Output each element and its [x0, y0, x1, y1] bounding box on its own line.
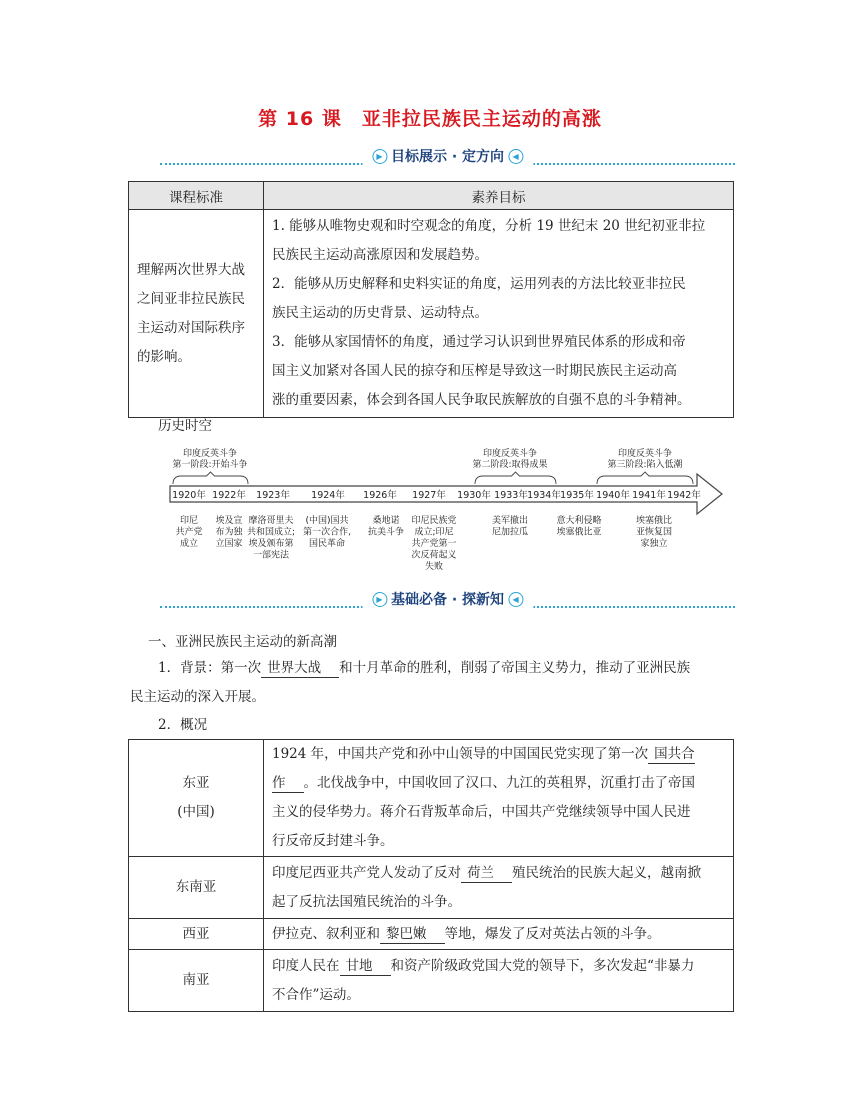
timeline-event: 次反荷起义 [411, 550, 457, 561]
phase-label: 印度反英斗争 [182, 449, 238, 459]
timeline-event: 意大利侵略 [556, 516, 602, 526]
overview-table [128, 739, 734, 1012]
timeline-event: 摩洛哥里夫 [248, 516, 294, 526]
timeline-event: 成立;印尼 [414, 527, 454, 538]
blank-answer: 国共合 [648, 745, 695, 764]
left-arrow-icon: ◀ [508, 592, 523, 607]
table-row [129, 919, 734, 950]
standard-cell: 理解两次世界大战 之间亚非拉民族民 主运动对国际秩序 的影响。 [129, 210, 264, 418]
timeline-year: 1923年 [256, 490, 290, 501]
blank-answer: 作 [272, 774, 304, 793]
phase-bracket [597, 472, 693, 484]
timeline-year: 1940年 [596, 490, 630, 501]
table-row [129, 740, 734, 857]
right-arrow-icon: ▶ [372, 592, 387, 607]
phase-bracket [173, 472, 248, 484]
phase-label: 第三阶段:陷入低潮 [607, 460, 683, 470]
blank-answer: 荷兰 [461, 864, 512, 883]
timeline-year: 1941年 [632, 490, 666, 501]
blank-answer: 黎巴嫩 [380, 925, 445, 944]
timeline-event: 埃及颁布第 [248, 539, 294, 549]
timeline-event: 埃塞俄比 [635, 516, 673, 526]
description-cell: 印度人民在 甘地 和资产阶级政党国大党的领导下，多次发起“非暴力 不合作”运动。 [264, 950, 734, 1012]
header-goals: 素养目标 [264, 182, 734, 210]
timeline-event: 共产党 [175, 527, 203, 538]
background-paragraph-cont: 民主运动的深入开展。 [130, 689, 265, 705]
section-banner-basics [160, 589, 735, 611]
timeline-heading: 历史时空 [158, 418, 212, 434]
timeline-event: 共产党第一 [411, 539, 457, 549]
timeline-event: 印尼民族党 [411, 516, 457, 526]
table-row [129, 857, 734, 919]
table-row [129, 950, 734, 1012]
timeline-event: 共和国成立; [246, 527, 296, 538]
timeline-event: 桑地诺 [372, 516, 400, 526]
timeline-event: 尼加拉瓜 [491, 527, 529, 538]
phase-label: 印度反英斗争 [482, 449, 538, 459]
timeline-event: 美军撤出 [491, 516, 529, 526]
timeline-event: 家独立 [640, 539, 668, 549]
timeline-event: 立国家 [215, 539, 243, 549]
timeline-year: 1922年 [212, 490, 246, 501]
phase-label: 第一阶段:开始斗争 [172, 460, 248, 470]
description-cell: 1924 年，中国共产党和孙中山领导的中国国民党实现了第一次 国共合 作 。北伐战争中，中国收回了汉口、九江的英租界，沉重打击了帝国 主义的侵华势力。蒋介石背叛革命后，中国共产党继续领导中国人民进 行反帝反封建斗争。 [264, 740, 734, 857]
timeline-event: 埃塞俄比亚 [556, 527, 602, 538]
blank-answer: 世界大战 [261, 659, 339, 678]
phase-bracket [475, 472, 556, 484]
region-cell: 西亚 [129, 919, 264, 950]
timeline-event: 失败 [424, 562, 444, 572]
banner-label: 目标展示 · 定方向 [390, 149, 505, 165]
timeline-event: 第一次合作, [303, 527, 351, 538]
left-arrow-icon: ◀ [508, 149, 523, 164]
timeline-event: 布为独 [215, 527, 243, 538]
timeline-event: 亚恢复国 [635, 527, 673, 538]
timeline-year: 1926年 [363, 490, 397, 501]
description-cell: 伊拉克、叙利亚和 黎巴嫩 等地，爆发了反对英法占领的斗争。 [264, 919, 734, 950]
region-cell: 东南亚 [129, 857, 264, 919]
timeline-event: 抗美斗争 [367, 527, 405, 538]
right-arrow-icon: ▶ [372, 149, 387, 164]
timeline-year: 1942年 [667, 490, 701, 501]
banner-label: 基础必备 · 探新知 [390, 592, 505, 608]
header-standard: 课程标准 [129, 182, 264, 210]
timeline-event: (中国)国共 [305, 516, 349, 526]
timeline-year: 1920年 [172, 490, 206, 501]
timeline-year: 1927年 [412, 490, 446, 501]
page-title: 第 16 课 亚非拉民族民主运动的高涨 [258, 108, 602, 130]
goals-cell: 1. 能够从唯物史观和时空观念的角度，分析 19 世纪末 20 世纪初亚非拉 民族民主运动高涨原因和发展趋势。 2．能够从历史解释和史料实证的角度，运用列表的方法比较亚非拉民 族民主运动的历史背景、运动特点。 3．能够从家国情怀的角度，通过学习认识到世界殖民体系的形成和帝 国主义加紧对各国人民的掠夺和压榨是导致这一时期民族民主运动高 涨的重要因素，体会到各国人民争取民族解放的自强不息的斗争精神。 [264, 210, 734, 418]
blank-answer: 甘地 [340, 957, 391, 976]
region-cell: 东亚 (中国) [129, 740, 264, 857]
timeline-year: 1924年 [311, 490, 345, 501]
overview-heading: 2．概况 [158, 717, 208, 733]
timeline-event: 国民革命 [308, 539, 346, 549]
background-paragraph: 1．背景：第一次 世界大战 和十月革命的胜利，削弱了帝国主义势力，推动了亚洲民族 [158, 660, 691, 676]
timeline-event: 印尼 [179, 516, 199, 526]
timeline-year: 1934年 [527, 490, 561, 501]
timeline-event: 埃及宣 [215, 516, 243, 526]
phase-label: 印度反英斗争 [617, 449, 673, 459]
phase-label: 第二阶段:取得成果 [472, 460, 548, 470]
timeline-year: 1933年 [494, 490, 528, 501]
description-cell: 印度尼西亚共产党人发动了反对 荷兰 殖民统治的民族大起义，越南掀 起了反抗法国殖民统治的斗争。 [264, 857, 734, 919]
timeline-event: 一部宪法 [252, 550, 290, 561]
timeline-event: 成立 [179, 539, 199, 549]
section-heading: 一、亚洲民族民主运动的新高潮 [148, 634, 337, 650]
timeline-year: 1935年 [560, 490, 594, 501]
timeline-year: 1930年 [457, 490, 491, 501]
region-cell: 南亚 [129, 950, 264, 1012]
